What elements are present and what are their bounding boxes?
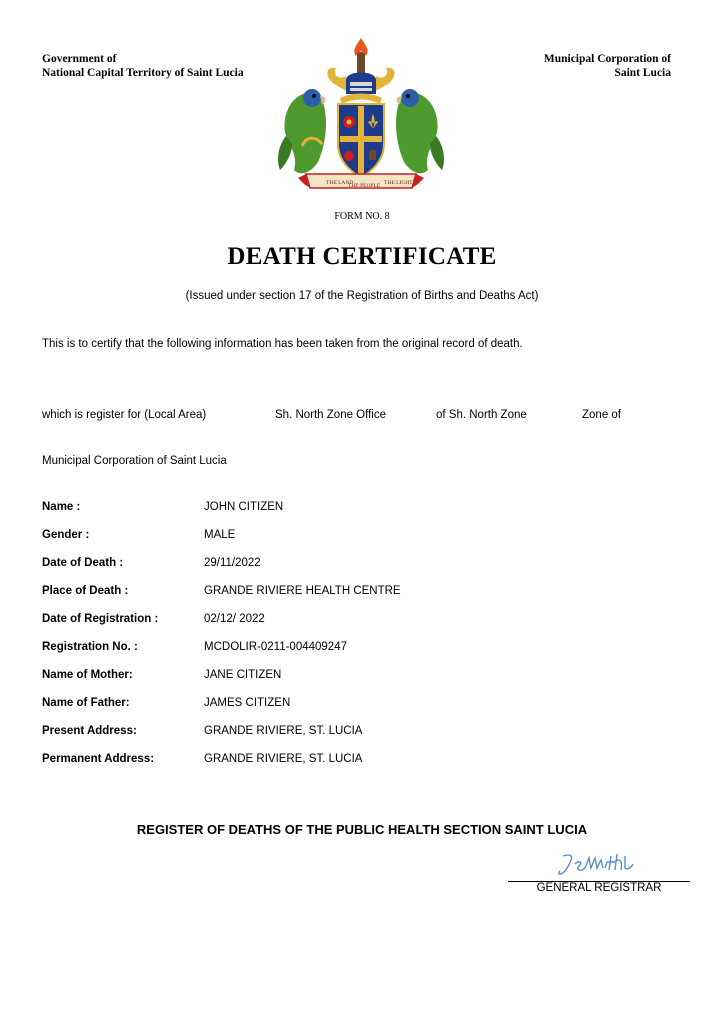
field-label-father: Name of Father: [42, 697, 130, 709]
field-value-date-of-registration: 02/12/ 2022 [204, 613, 265, 625]
header-left [42, 52, 244, 80]
motto-center-text: THE PEOPLE [348, 183, 381, 189]
field-label-permanent-address: Permanent Address: [42, 753, 155, 765]
field-label-name: Name : [42, 501, 81, 513]
field-label-place-of-death: Place of Death : [42, 585, 129, 597]
coat-of-arms-icon [276, 36, 446, 192]
header-right [544, 52, 671, 80]
field-label-gender: Gender : [42, 529, 90, 541]
local-area-zone: of Sh. North Zone [436, 409, 527, 421]
field-value-date-of-death: 29/11/2022 [204, 557, 261, 569]
signature-image [555, 850, 645, 880]
header-right-line1: Municipal Corporation of [543, 53, 671, 65]
field-value-gender: MALE [204, 529, 236, 541]
header-left-line2: National Capital Territory of Saint Lucia [42, 67, 244, 79]
field-label-registration-no: Registration No. : [42, 641, 138, 653]
field-label-mother: Name of Mother: [42, 669, 133, 681]
page-title: DEATH CERTIFICATE [227, 243, 497, 270]
form-number: FORM NO. 8 [334, 211, 390, 222]
field-label-date-of-death: Date of Death : [42, 557, 124, 569]
header-left-line1: Government of [42, 53, 117, 65]
local-area-intro: which is register for (Local Area) [42, 409, 207, 421]
field-value-mother: JANE CITIZEN [204, 669, 282, 681]
header-right-line2: Saint Lucia [614, 67, 671, 79]
certify-statement: This is to certify that the following information has been taken from the original record of death. [42, 338, 523, 350]
local-area-zone-of: Zone of [582, 409, 621, 421]
page-subtitle: (Issued under section 17 of the Registration of Births and Deaths Act) [185, 290, 539, 302]
field-label-date-of-registration: Date of Registration : [42, 613, 159, 625]
field-value-father: JAMES CITIZEN [204, 697, 291, 709]
field-value-present-address: GRANDE RIVIERE, ST. LUCIA [204, 725, 363, 737]
local-area-municipality: Municipal Corporation of Saint Lucia [42, 455, 227, 467]
field-label-present-address: Present Address: [42, 725, 137, 737]
motto-right-text: THE LIGHT [384, 180, 413, 186]
local-area-office: Sh. North Zone Office [275, 409, 387, 421]
field-value-permanent-address: GRANDE RIVIERE, ST. LUCIA [204, 753, 363, 765]
field-value-place-of-death: GRANDE RIVIERE HEALTH CENTRE [204, 585, 401, 597]
motto-left-text: THE LAND [326, 180, 354, 186]
field-value-name: JOHN CITIZEN [204, 501, 284, 513]
register-heading: REGISTER OF DEATHS OF THE PUBLIC HEALTH SECTION SAINT LUCIA [136, 822, 588, 837]
field-value-registration-no: MCDOLIR-0211-004409247 [204, 641, 347, 653]
signature-label: GENERAL REGISTRAR [536, 882, 662, 894]
